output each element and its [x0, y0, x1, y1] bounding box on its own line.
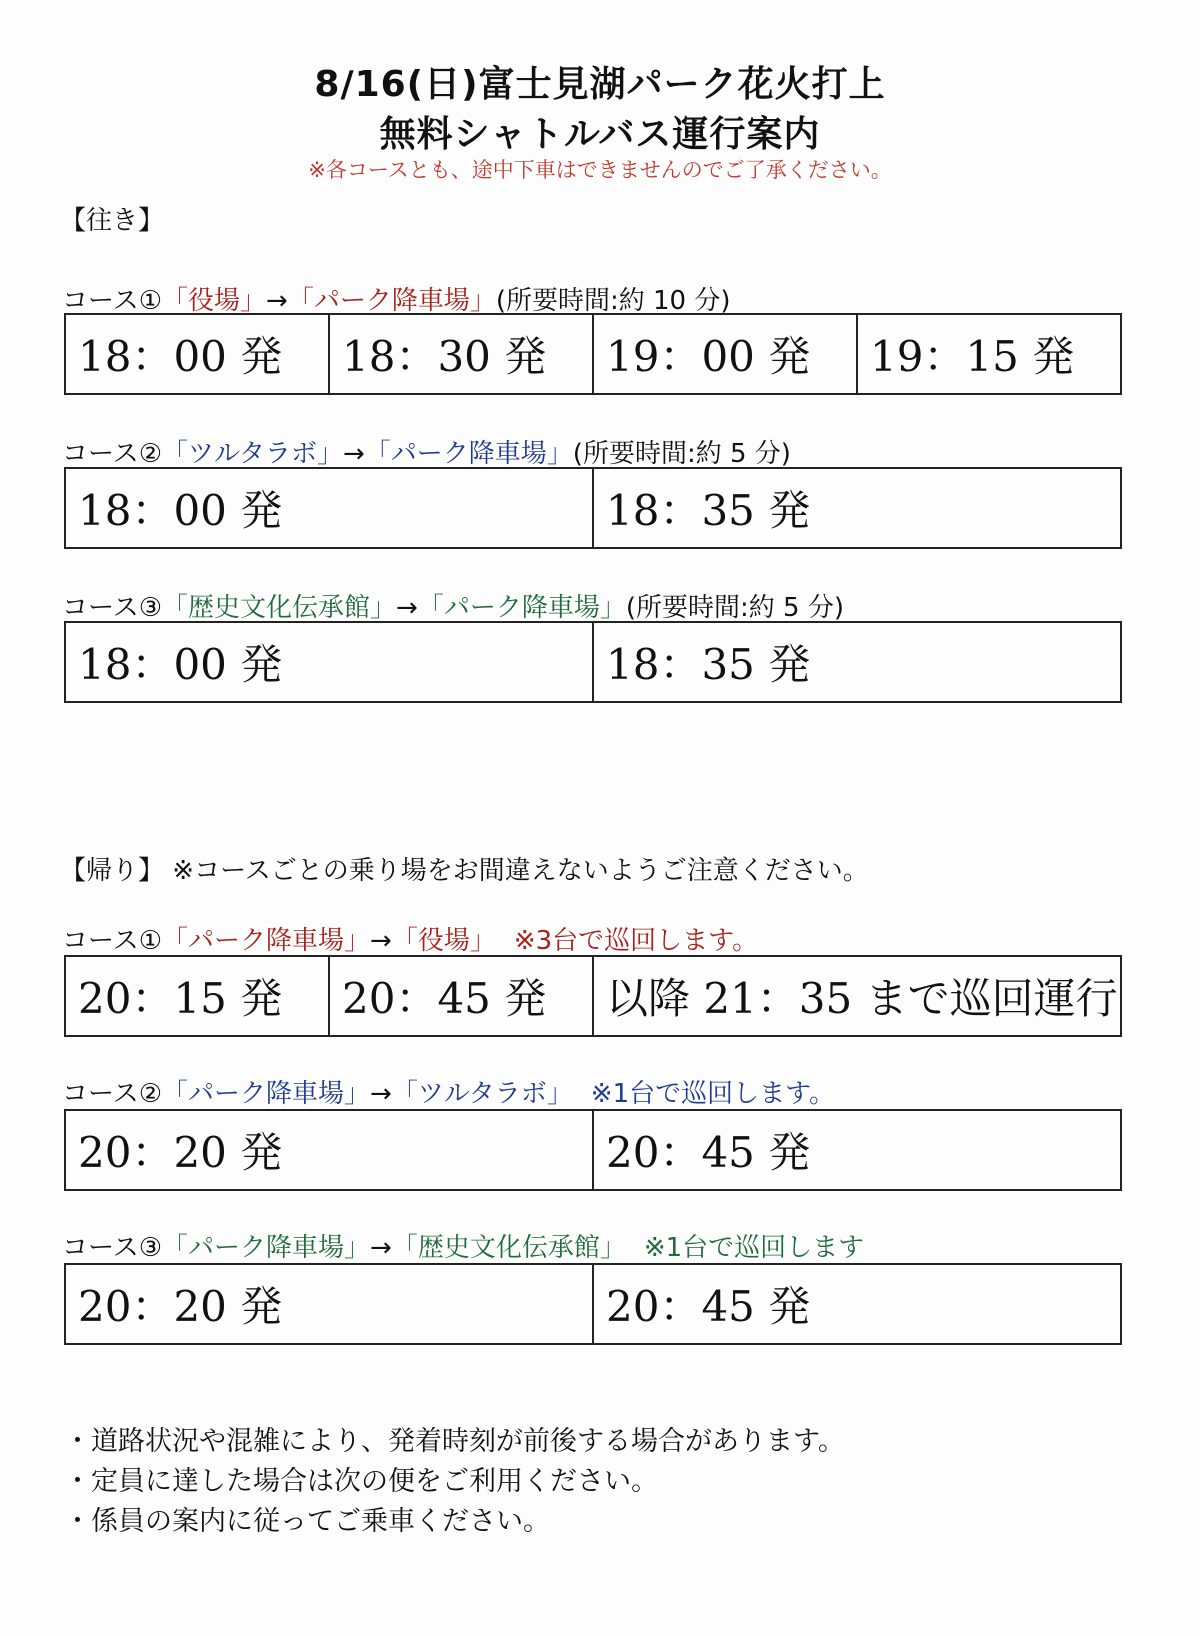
- time-cell: 18：00 発: [65, 314, 329, 394]
- course-to: 「歴史文化伝承館」: [391, 1233, 626, 1263]
- course-prefix: コース②: [62, 439, 163, 469]
- time-cell: 20：20 発: [65, 1264, 593, 1344]
- course-arrow: →: [266, 286, 288, 316]
- course-suffix: ※1台で巡回します: [643, 1233, 865, 1263]
- course-prefix: コース③: [62, 593, 163, 623]
- time-cell: 20：45 発: [593, 1110, 1121, 1190]
- course-from: 「歴史文化伝承館」: [162, 593, 397, 623]
- course-to: 「パーク降車場」: [287, 286, 496, 316]
- course-arrow: →: [342, 439, 365, 469]
- course-from: 「ツルタラボ」: [162, 439, 343, 469]
- time-cell: 20：20 発: [65, 1110, 593, 1190]
- time-cell: 18：30 発: [329, 314, 593, 394]
- outbound-course-2-label: [62, 433, 791, 470]
- outbound-course-3-table: [64, 621, 1122, 703]
- outbound-course-2-table: [64, 467, 1122, 549]
- course-suffix: (所要時間:約 10 分): [495, 286, 731, 316]
- return-course-3-table: [64, 1263, 1122, 1345]
- time-cell: 20：45 発: [593, 1264, 1121, 1344]
- time-cell: 20：15 発: [65, 956, 329, 1036]
- time-cell: 18：35 発: [593, 468, 1121, 548]
- page-title-line2: 無料シャトルバス運行案内: [379, 114, 821, 155]
- time-cell: 18：35 発: [593, 622, 1121, 702]
- course-prefix: コース①: [62, 286, 163, 316]
- course-prefix: コース③: [62, 1233, 163, 1263]
- return-heading-label: 【帰り】: [60, 856, 165, 886]
- time-cell: 以降 21：35 まで巡回運行: [593, 956, 1121, 1036]
- course-arrow: →: [370, 1079, 392, 1109]
- course-arrow: →: [396, 593, 418, 623]
- outbound-course-1-table: [64, 313, 1122, 395]
- time-cell: 18：00 発: [65, 468, 593, 548]
- note-item: ・係員の案内に従ってご乗車ください。: [64, 1506, 550, 1537]
- course-to: 「パーク降車場」: [364, 439, 573, 469]
- outbound-heading: 【往き】: [60, 206, 165, 236]
- course-arrow: →: [370, 1233, 392, 1263]
- time-cell: 19：00 発: [593, 314, 857, 394]
- page-title-line1: 8/16(日)富士見湖パーク花火打上: [314, 64, 886, 105]
- course-from: 「役場」: [162, 286, 267, 316]
- course-to: 「役場」: [391, 926, 496, 956]
- course-suffix: (所要時間:約 5 分): [625, 593, 844, 623]
- course-prefix: コース②: [62, 1079, 163, 1109]
- outbound-course-1-label: [62, 280, 731, 317]
- course-suffix: ※1台で巡回します。: [590, 1079, 836, 1109]
- course-to: 「ツルタラボ」: [391, 1079, 573, 1109]
- top-notice: ※各コースとも、途中下車はできませんのでご了承ください。: [308, 158, 892, 182]
- course-arrow: →: [370, 926, 392, 956]
- course-suffix: (所要時間:約 5 分): [572, 439, 791, 469]
- course-to: 「パーク降車場」: [417, 593, 626, 623]
- time-cell: 18：00 発: [65, 622, 593, 702]
- footer-notes: [64, 1422, 845, 1542]
- time-cell: 20：45 発: [329, 956, 593, 1036]
- return-course-3-label: [62, 1227, 864, 1264]
- course-from: 「パーク降車場」: [162, 1233, 371, 1263]
- return-course-1-table: [64, 955, 1122, 1037]
- course-suffix: ※3台で巡回します。: [513, 926, 759, 956]
- return-heading: [60, 850, 869, 887]
- course-from: 「パーク降車場」: [162, 1079, 371, 1109]
- return-course-2-table: [64, 1109, 1122, 1191]
- note-item: ・定員に達した場合は次の便をご利用ください。: [64, 1466, 658, 1497]
- course-from: 「パーク降車場」: [162, 926, 371, 956]
- note-item: ・道路状況や混雑により、発着時刻が前後する場合があります。: [64, 1426, 845, 1457]
- return-course-2-label: [62, 1073, 835, 1110]
- return-course-1-label: [62, 920, 758, 957]
- outbound-course-3-label: [62, 587, 844, 624]
- course-prefix: コース①: [62, 926, 163, 956]
- return-heading-note: ※コースごとの乗り場をお間違えないようご注意ください。: [172, 856, 869, 886]
- time-cell: 19：15 発: [857, 314, 1121, 394]
